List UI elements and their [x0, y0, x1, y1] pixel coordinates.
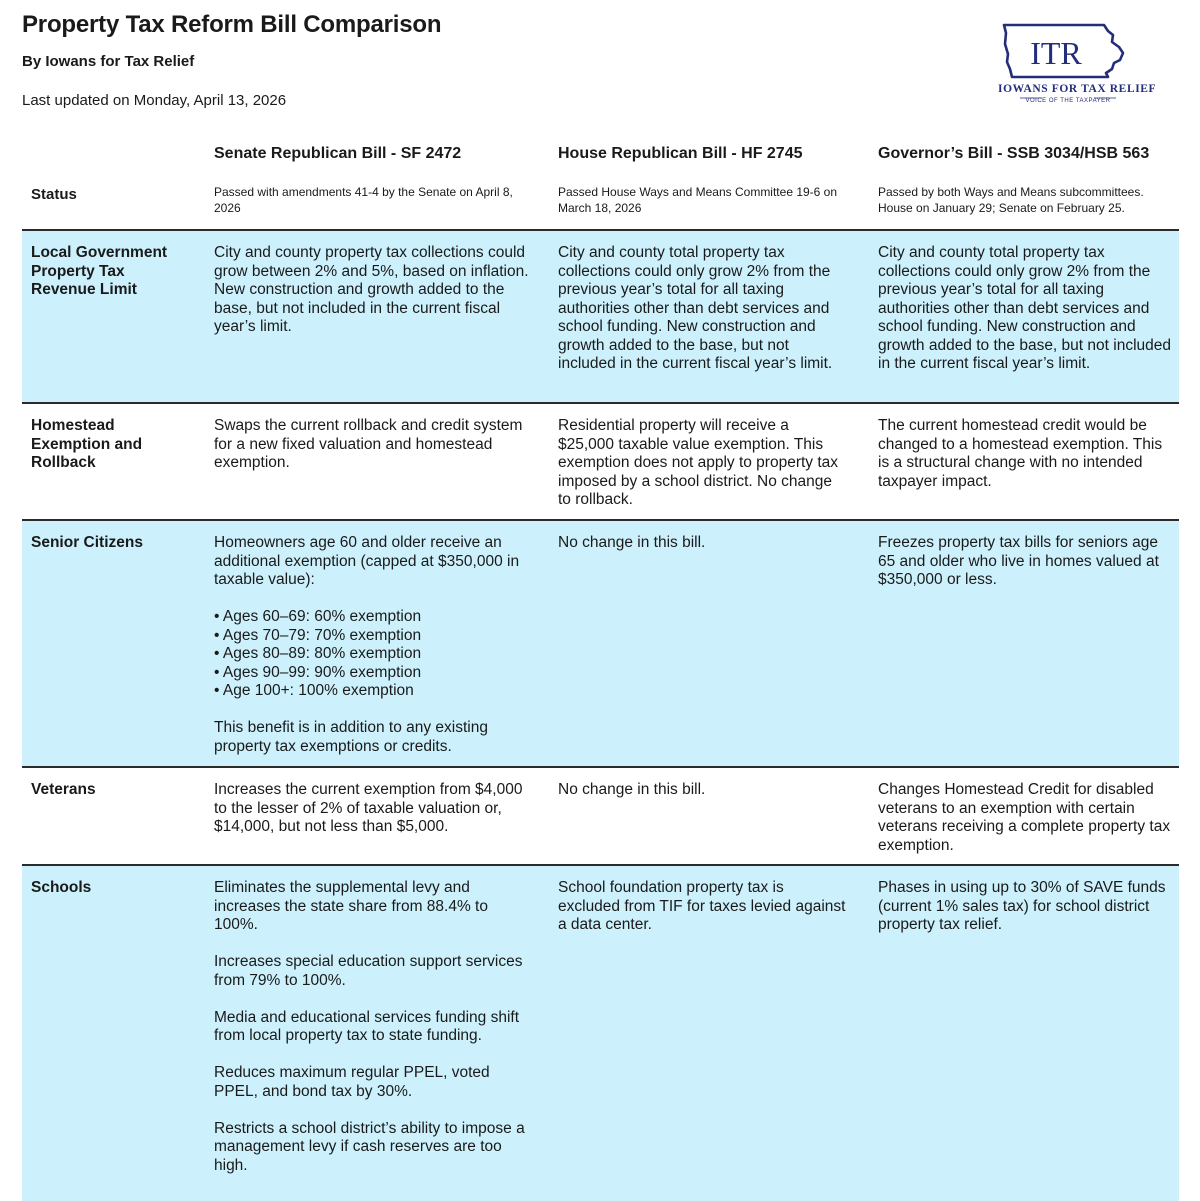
cell-house: No change in this bill. — [558, 534, 706, 551]
column-header-governor: Governor’s Bill - SSB 3034/HSB 563 — [878, 145, 1150, 162]
status-label: Status — [31, 186, 77, 203]
cell-governor: Phases in using up to 30% of SAVE funds (current 1% sales tax) for school district property tax relief. — [878, 879, 1166, 933]
table-row-homestead — [22, 402, 1179, 519]
row-label: Local Government Property Tax Revenue Limit — [31, 244, 168, 298]
cell-house: School foundation property tax is excluded from TIF for taxes levied against a data center. — [558, 879, 846, 933]
cell-governor: City and county total property tax collections could only grow 2% from the previous year’s total for all taxing authorities other than debt services and school funding. New construction and growth added to the base, but not included in the current fiscal year’s limit. — [878, 244, 1171, 372]
table-row-schools — [22, 864, 1179, 1201]
page-title: Property Tax Reform Bill Comparison — [22, 11, 442, 38]
itr-logo — [998, 20, 1157, 110]
cell-house: No change in this bill. — [558, 781, 706, 798]
table-row-revenue-limit — [22, 229, 1179, 402]
table-row-veterans — [22, 766, 1179, 864]
cell-house: City and county total property tax collections could only grow 2% from the previous year’s total for all taxing authorities other than debt services and school funding. New construction and growth added to the base, but not included in the current fiscal year’s limit. — [558, 244, 833, 372]
cell-governor: The current homestead credit would be changed to a homestead exemption. This is a structural change with no intended taxpayer impact. — [878, 417, 1163, 490]
cell-senate: Eliminates the supplemental levy and increases the state share from 88.4% to 100%. Increases special education support services from 79% to 100%. Media and educational services funding shift from local property tax to state funding. Reduces maximum regular PPEL, voted PPEL, and bond tax by 30%. Restricts a school district’s ability to impose a management levy if cash reserves are too high. — [214, 879, 525, 1174]
status-cell-house: Passed House Ways and Means Committee 19-6 on March 18, 2026 — [558, 185, 838, 215]
row-label: Senior Citizens — [31, 534, 143, 551]
cell-senate: Swaps the current rollback and credit system for a new fixed valuation and homestead exemption. — [214, 417, 523, 471]
column-header-senate: Senate Republican Bill - SF 2472 — [214, 145, 462, 162]
status-cell-senate: Passed with amendments 41-4 by the Senate on April 8, 2026 — [214, 185, 513, 215]
last-updated: Last updated on Monday, April 13, 2026 — [22, 92, 287, 109]
status-cell-governor: Passed by both Ways and Means subcommittees. House on January 29; Senate on February 25. — [878, 185, 1144, 215]
cell-senate: City and county property tax collections could grow between 2% and 5%, based on inflation. New construction and growth added to the base, but not included in the current fiscal year’s limit. — [214, 244, 529, 335]
table-row-senior-citizens — [22, 519, 1179, 766]
logo-name: IOWANS FOR TAX RELIEF — [998, 83, 1157, 95]
row-label: Homestead Exemption and Rollback — [31, 417, 143, 471]
cell-governor: Changes Homestead Credit for disabled veterans to an exemption with certain veterans receiving a complete property tax exemption. — [878, 781, 1171, 854]
column-header-house: House Republican Bill - HF 2745 — [558, 145, 803, 162]
cell-house: Residential property will receive a $25,000 taxable value exemption. This exemption does not apply to property tax imposed by a school district. No change to rollback. — [558, 417, 839, 508]
logo-monogram: ITR — [1030, 35, 1082, 71]
cell-senate: Homeowners age 60 and older receive an additional exemption (capped at $350,000 in taxable value): • Ages 60–69: 60% exemption • Ages 70–79: 70% exemption • Ages 80–89: 80% exemption • Ages 90–99: 90% exemption • Age 100+: 100% exemption This benefit is in addition to any existing property tax exemptions or credits. — [214, 534, 520, 755]
cell-governor: Freezes property tax bills for seniors age 65 and older who live in homes valued at $350,000 or less. — [878, 534, 1159, 588]
byline: By Iowans for Tax Relief — [22, 53, 195, 70]
logo-tagline: VOICE OF THE TAXPAYER — [1025, 98, 1111, 104]
row-label: Schools — [31, 879, 92, 896]
row-label: Veterans — [31, 781, 96, 798]
cell-senate: Increases the current exemption from $4,000 to the lesser of 2% of taxable valuation or, $14,000, but not less than $5,000. — [214, 781, 523, 835]
comparison-table — [22, 229, 1179, 1201]
iowa-map-icon — [998, 20, 1138, 82]
